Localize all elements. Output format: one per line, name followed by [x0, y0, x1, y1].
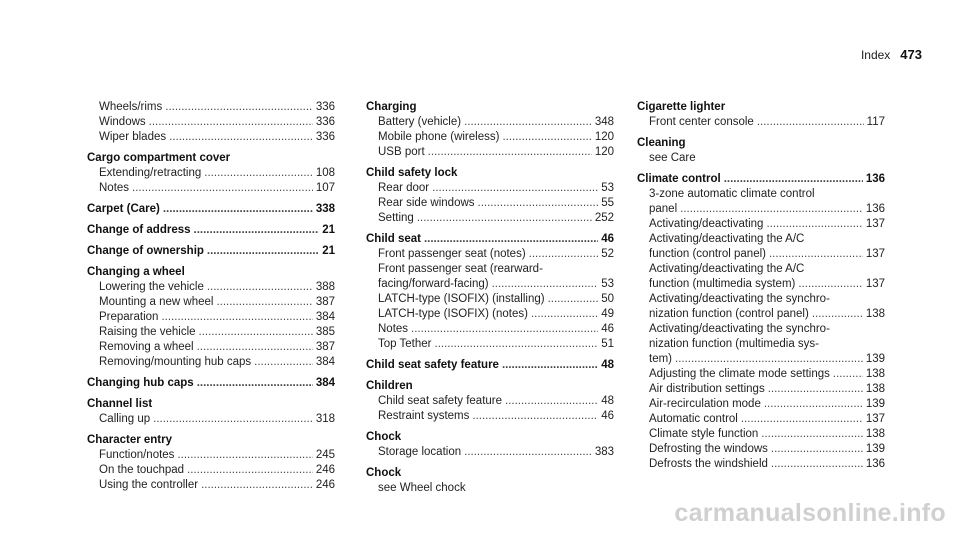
subentry-label: nization function (control panel)	[649, 308, 809, 320]
index-subentry	[87, 181, 335, 196]
index-subentry	[366, 196, 614, 211]
index-subentry	[366, 145, 614, 160]
dot-leader	[531, 307, 598, 322]
index-term	[87, 244, 335, 259]
dot-leader	[207, 280, 313, 295]
subentry-line: Front passenger seat (rearward-	[378, 263, 543, 275]
index-entry	[87, 151, 335, 196]
page-ref: 108	[315, 167, 335, 179]
index-term	[366, 358, 614, 373]
page-ref: 51	[601, 338, 614, 350]
index-subentry	[366, 307, 614, 322]
index-entry	[366, 379, 614, 424]
index-subentry	[87, 340, 335, 355]
index-entry	[637, 172, 885, 472]
index-subentry	[637, 247, 885, 262]
dot-leader	[254, 355, 313, 370]
page-ref: 138	[865, 383, 885, 395]
index-entry	[87, 265, 335, 370]
page-ref: 336	[315, 101, 335, 113]
dot-leader	[768, 382, 863, 397]
header-label: Index	[860, 48, 891, 62]
index-subentry	[87, 412, 335, 427]
index-subentry	[366, 277, 614, 292]
dot-leader	[771, 457, 863, 472]
page-ref: 245	[315, 449, 335, 461]
index-subentry	[87, 463, 335, 478]
dot-leader	[798, 277, 862, 292]
index-term	[637, 100, 885, 115]
index-term	[87, 223, 335, 238]
dot-leader	[201, 478, 313, 493]
term-label: Child seat	[366, 233, 421, 245]
index-term	[366, 166, 614, 181]
subentry-label: Air-recirculation mode	[649, 398, 761, 410]
dot-leader	[207, 244, 319, 259]
index-term	[87, 265, 335, 280]
page-ref: 137	[865, 413, 885, 425]
subentry-label: USB port	[378, 146, 425, 158]
index-subentry	[637, 115, 885, 130]
page-ref: 348	[594, 116, 614, 128]
page-ref: 50	[601, 293, 614, 305]
subentry-label: Lowering the vehicle	[99, 281, 204, 293]
dot-leader	[187, 463, 313, 478]
index-entry	[637, 100, 885, 130]
page-ref: 46	[601, 410, 614, 422]
subentry-label: Rear side windows	[378, 197, 475, 209]
dot-leader	[529, 247, 599, 262]
index-subentry	[366, 445, 614, 460]
index-entry	[87, 100, 335, 145]
subentry-label: Raising the vehicle	[99, 326, 196, 338]
index-entry	[87, 376, 335, 391]
dot-leader	[502, 358, 598, 373]
dot-leader	[411, 322, 598, 337]
dot-leader	[769, 247, 863, 262]
index-entry	[366, 358, 614, 373]
index-subentry	[87, 325, 335, 340]
index-entry	[87, 244, 335, 259]
index-subentry	[87, 100, 335, 115]
page-ref: 53	[601, 182, 614, 194]
subentry-label: Front center console	[649, 116, 754, 128]
index-entry	[87, 223, 335, 238]
term-label: Change of ownership	[87, 245, 204, 257]
index-subentry	[366, 322, 614, 337]
dot-leader	[741, 412, 863, 427]
dot-leader	[548, 292, 599, 307]
index-entry	[366, 232, 614, 352]
subentry-label: Top Tether	[378, 338, 432, 350]
subentry-label: Front passenger seat (notes)	[378, 248, 526, 260]
term-label: Child seat safety feature	[366, 359, 499, 371]
index-subentry	[87, 478, 335, 493]
dot-leader	[424, 232, 598, 247]
page-ref: 336	[315, 116, 335, 128]
page-ref: 120	[594, 131, 614, 143]
subentry-label: Battery (vehicle)	[378, 116, 462, 128]
page-ref: 139	[865, 443, 885, 455]
subentry-label: Function/notes	[99, 449, 175, 461]
subentry-label: Extending/retracting	[99, 167, 202, 179]
index-subentry	[366, 292, 614, 307]
index-term	[366, 466, 614, 481]
subentry-line: 3-zone automatic climate control	[649, 188, 815, 200]
subentry-label: Defrosts the windshield	[649, 458, 768, 470]
index-term	[87, 202, 335, 217]
dot-leader	[149, 115, 313, 130]
subentry-line: Activating/deactivating the A/C	[649, 233, 805, 245]
dot-leader	[417, 211, 592, 226]
index-entry	[366, 166, 614, 226]
page-ref: 139	[865, 398, 885, 410]
index-subentry	[366, 115, 614, 130]
index-subentry	[366, 130, 614, 145]
subentry-label: Windows	[99, 116, 146, 128]
index-subentry	[637, 352, 885, 367]
subentry-label: Climate style function	[649, 428, 759, 440]
dot-leader	[428, 145, 592, 160]
subentry-line: Activating/deactivating the synchro-	[649, 293, 830, 305]
subentry-label: see Care	[649, 152, 696, 164]
term-label: Cleaning	[637, 137, 686, 149]
subentry-label: Removing a wheel	[99, 341, 194, 353]
index-entry	[87, 397, 335, 427]
dot-leader	[766, 217, 862, 232]
index-term	[87, 151, 335, 166]
dot-leader	[432, 181, 598, 196]
subentry-label: function (multimedia system)	[649, 278, 796, 290]
index-term	[87, 397, 335, 412]
page-ref: 387	[315, 341, 335, 353]
subentry-label: Preparation	[99, 311, 159, 323]
index-subentry	[637, 217, 885, 232]
page-ref: 138	[865, 308, 885, 320]
index-entry	[87, 202, 335, 217]
subentry-line: Activating/deactivating the synchro-	[649, 323, 830, 335]
subentry-line: nization function (multimedia sys-	[649, 338, 820, 350]
index-entry	[366, 100, 614, 160]
page-ref: 387	[315, 296, 335, 308]
page-ref: 46	[601, 323, 614, 335]
subentry-label: Child seat safety feature	[378, 395, 503, 407]
page-ref: 53	[601, 278, 614, 290]
index-subentry	[87, 448, 335, 463]
index-subentry	[366, 337, 614, 352]
term-label: Change of address	[87, 224, 191, 236]
page-ref: 336	[315, 131, 335, 143]
index-subentry	[637, 397, 885, 412]
index-subentry	[366, 181, 614, 196]
subentry-label: Notes	[378, 323, 409, 335]
index-subentry	[87, 115, 335, 130]
page-ref: 384	[315, 311, 335, 323]
dot-leader	[169, 130, 313, 145]
dot-leader	[472, 409, 598, 424]
term-label: Changing a wheel	[87, 266, 185, 278]
page-ref: 52	[601, 248, 614, 260]
subentry-label: Mounting a new wheel	[99, 296, 214, 308]
dot-leader	[199, 325, 313, 340]
index-entry	[366, 466, 614, 496]
dot-leader	[216, 295, 312, 310]
dot-leader	[675, 352, 863, 367]
term-label: Children	[366, 380, 413, 392]
page-ref: 383	[594, 446, 614, 458]
subentry-label: Calling up	[99, 413, 151, 425]
dot-leader	[197, 340, 313, 355]
dot-leader	[165, 100, 313, 115]
index-term	[87, 376, 335, 391]
subentry-label: facing/forward-facing)	[378, 278, 489, 290]
index-subentry	[87, 355, 335, 370]
subentry-label: Defrosting the windows	[649, 443, 768, 455]
index-column-3	[637, 100, 885, 478]
dot-leader	[761, 427, 863, 442]
subentry-label: Air distribution settings	[649, 383, 765, 395]
dot-leader	[757, 115, 864, 130]
index-subentry	[366, 481, 614, 496]
subentry-label: Activating/deactivating	[649, 218, 764, 230]
index-subentry	[366, 394, 614, 409]
page-ref: 49	[601, 308, 614, 320]
term-label: Chock	[366, 431, 402, 443]
page-ref: 137	[865, 218, 885, 230]
dot-leader	[177, 448, 312, 463]
dot-leader	[132, 181, 313, 196]
index-term	[366, 430, 614, 445]
index-entry	[87, 433, 335, 493]
page-ref: 21	[322, 224, 335, 236]
watermark: carmanualsonline.info	[674, 499, 946, 527]
index-subentry	[637, 367, 885, 382]
index-subentry	[366, 211, 614, 226]
index-subentry	[637, 382, 885, 397]
page-ref: 384	[315, 356, 335, 368]
subentry-label: Notes	[99, 182, 130, 194]
index-entry	[637, 136, 885, 166]
dot-leader	[435, 337, 599, 352]
subentry-label: Storage location	[378, 446, 462, 458]
subentry-label: tem)	[649, 353, 672, 365]
index-subentry	[637, 457, 885, 472]
index-subentry	[637, 442, 885, 457]
page-ref: 48	[601, 395, 614, 407]
page-header	[861, 47, 922, 62]
index-entry	[366, 430, 614, 460]
dot-leader	[502, 130, 591, 145]
term-label: Chock	[366, 467, 402, 479]
page-ref: 137	[865, 278, 885, 290]
subentry-label: LATCH-type (ISOFIX) (installing)	[378, 293, 545, 305]
dot-leader	[153, 412, 313, 427]
dot-leader	[833, 367, 863, 382]
dot-leader	[204, 166, 313, 181]
dot-leader	[492, 277, 599, 292]
index-subentry	[87, 280, 335, 295]
subentry-label: On the touchpad	[99, 464, 185, 476]
subentry-label: Restraint systems	[378, 410, 470, 422]
page-ref: 48	[601, 359, 614, 371]
subentry-label: Removing/mounting hub caps	[99, 356, 252, 368]
index-subentry	[87, 295, 335, 310]
subentry-label: function (control panel)	[649, 248, 766, 260]
dot-leader	[764, 397, 863, 412]
term-label: Carpet (Care)	[87, 203, 160, 215]
page-ref: 388	[315, 281, 335, 293]
page-ref: 46	[601, 233, 614, 245]
page-ref: 120	[594, 146, 614, 158]
index-subentry	[637, 202, 885, 217]
index-subentry	[637, 427, 885, 442]
index-subentry	[637, 412, 885, 427]
subentry-label: Automatic control	[649, 413, 738, 425]
term-label: Cigarette lighter	[637, 101, 726, 113]
index-subentry	[637, 151, 885, 166]
subentry-line: Activating/deactivating the A/C	[649, 263, 805, 275]
page-ref: 246	[315, 479, 335, 491]
term-label: Charging	[366, 101, 417, 113]
page-ref: 338	[315, 203, 335, 215]
subentry-label: LATCH-type (ISOFIX) (notes)	[378, 308, 528, 320]
subentry-label: Wheels/rims	[99, 101, 163, 113]
page-ref: 384	[315, 377, 335, 389]
page-ref: 252	[594, 212, 614, 224]
index-subentry	[366, 247, 614, 262]
index-term	[87, 433, 335, 448]
index-column-2	[366, 100, 614, 502]
index-term	[637, 136, 885, 151]
dot-leader	[724, 172, 863, 187]
subentry-label: Adjusting the climate mode settings	[649, 368, 830, 380]
term-label: Child safety lock	[366, 167, 458, 179]
dot-leader	[194, 223, 320, 238]
dot-leader	[771, 442, 863, 457]
page-ref: 21	[322, 245, 335, 257]
dot-leader	[464, 445, 592, 460]
index-term	[366, 232, 614, 247]
term-label: Character entry	[87, 434, 173, 446]
index-subentry	[87, 166, 335, 181]
subentry-label: see Wheel chock	[378, 482, 466, 494]
page-ref: 117	[866, 116, 885, 128]
dot-leader	[478, 196, 599, 211]
index-subentry	[637, 277, 885, 292]
dot-leader	[812, 307, 863, 322]
page-ref: 139	[865, 353, 885, 365]
page-ref: 385	[315, 326, 335, 338]
page-ref: 246	[315, 464, 335, 476]
subentry-label: Using the controller	[99, 479, 199, 491]
index-term	[366, 100, 614, 115]
subentry-label: Rear door	[378, 182, 430, 194]
term-label: Cargo compartment cover	[87, 152, 231, 164]
index-subentry	[366, 409, 614, 424]
dot-leader	[163, 202, 313, 217]
subentry-label: Mobile phone (wireless)	[378, 131, 500, 143]
index-subentry	[637, 307, 885, 322]
page-ref: 138	[865, 368, 885, 380]
term-label: Channel list	[87, 398, 153, 410]
dot-leader	[680, 202, 863, 217]
subentry-label: panel	[649, 203, 678, 215]
index-term	[637, 172, 885, 187]
dot-leader	[464, 115, 592, 130]
page-ref: 136	[865, 458, 885, 470]
page-ref: 136	[865, 203, 885, 215]
term-label: Climate control	[637, 173, 721, 185]
term-label: Changing hub caps	[87, 377, 194, 389]
page-ref: 55	[601, 197, 614, 209]
index-subentry	[87, 310, 335, 325]
index-term	[366, 379, 614, 394]
dot-leader	[197, 376, 313, 391]
page-ref: 138	[865, 428, 885, 440]
index-subentry	[87, 130, 335, 145]
subentry-label: Wiper blades	[99, 131, 167, 143]
page-ref: 107	[315, 182, 335, 194]
page-ref: 136	[865, 173, 885, 185]
index-column-1	[87, 100, 335, 499]
dot-leader	[161, 310, 312, 325]
page-number: 473	[900, 47, 922, 62]
page-ref: 318	[315, 413, 335, 425]
dot-leader	[505, 394, 598, 409]
page-ref: 137	[865, 248, 885, 260]
subentry-label: Setting	[378, 212, 414, 224]
